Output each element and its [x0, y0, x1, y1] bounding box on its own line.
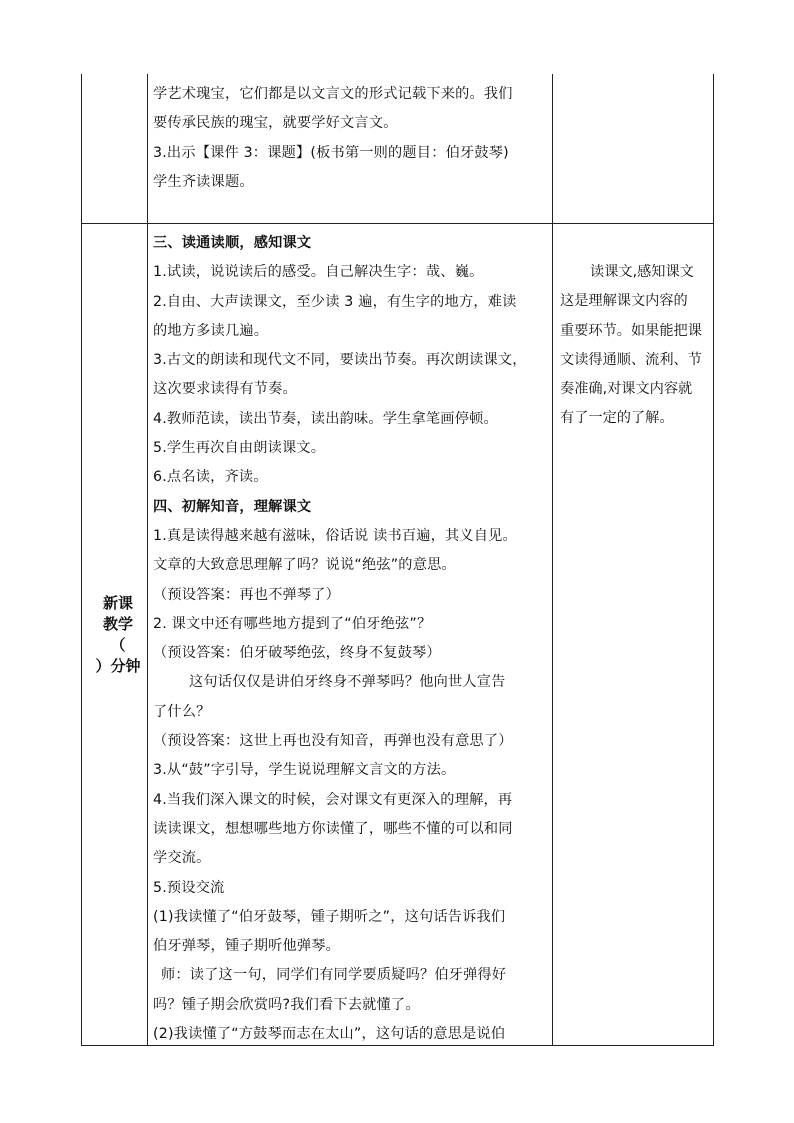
table-border-right	[713, 74, 714, 1046]
text-line: 读读课文，想想哪些地方你读懂了，哪些不懂的可以和同	[153, 820, 513, 837]
table-border-left	[81, 74, 82, 1046]
table-row-divider	[81, 223, 714, 224]
text-line: 3.古文的朗读和现代文不同，要读出节奏。再次朗读课文，	[153, 352, 527, 369]
text-line: 5.学生再次自由朗读课文。	[153, 440, 326, 457]
section-label-line: （	[110, 636, 126, 654]
design-note	[560, 258, 712, 434]
text-line: 学交流。	[153, 850, 211, 867]
note-line: 读课文,感知课文	[590, 264, 694, 280]
text-line: 文章的大致意思理解了吗？说说“绝弦”的意思。	[153, 557, 456, 574]
section-label-line: ）分钟	[95, 657, 141, 675]
text-line: 吗？锺子期会欣赏吗?我们看下去就懂了。	[153, 996, 420, 1013]
text-line: 要传承民族的瑰宝，就要学好文言文。	[153, 115, 398, 132]
text-line: 4.当我们深入课文的时候，会对课文有更深入的理解，再	[153, 791, 513, 808]
text-line: 伯牙弹琴，锺子期听他弹琴。	[153, 938, 341, 955]
text-line: 1.真是读得越来越有滋味，俗话说 读书百遍，其义自见。	[153, 527, 517, 544]
text-line: 这次要求读得有节奏。	[153, 381, 297, 398]
top-row-content	[153, 80, 553, 197]
section-label	[90, 593, 146, 677]
table-divider-label	[147, 74, 148, 1046]
note-line: 重要环节。如果能把课	[560, 322, 702, 339]
text-line: 学艺术瑰宝，它们都是以文言文的形式记载下来的。我们	[153, 86, 513, 102]
text-line: 4.教师范读，读出节奏，读出韵味。学生拿笔画停顿。	[153, 410, 498, 427]
text-line: （预设答案：再也不弹琴了）	[153, 586, 341, 603]
text-line: 的地方多读几遍。	[153, 322, 269, 339]
text-line: （预设答案：伯牙破琴绝弦，终身不复鼓琴）	[153, 645, 441, 662]
text-line: 学生齐读课题。	[153, 173, 254, 190]
note-line: 文读得通顺、流利、节	[560, 351, 702, 368]
text-line: 了什么？	[153, 703, 211, 720]
text-line: 2. 课文中还有哪些地方提到了“伯牙绝弦”？	[153, 615, 432, 632]
section-label-line: 教学	[102, 615, 133, 633]
text-line: 3.出示【课件 3：课题】(板书第一则的题目：伯牙鼓琴)	[153, 144, 509, 161]
note-line: 奏准确,对课文内容就	[560, 381, 693, 398]
section-heading: 三、读通读顺，感知课文	[153, 235, 312, 251]
note-line: 有了一定的了解。	[560, 410, 674, 427]
main-content	[153, 229, 553, 1049]
text-line: 6.点名读，齐读。	[153, 469, 268, 486]
text-line: 师：读了这一句，同学们有同学要质疑吗？伯牙弹得好	[161, 967, 507, 984]
text-line: 2.自由、大声读课文，至少读 3 遍，有生字的地方，难读	[153, 293, 517, 310]
text-line: 5.预设交流	[153, 879, 225, 896]
text-line: (1)我读懂了“伯牙鼓琴，锺子期听之”，这句话告诉我们	[153, 908, 506, 925]
text-line: 3.从“鼓”字引导，学生说说理解文言文的方法。	[153, 762, 456, 779]
text-line: (2)我读懂了“方鼓琴而志在太山”，这句话的意思是说伯	[153, 1026, 506, 1043]
section-label-line: 新课	[102, 594, 133, 612]
text-line: 1.试读，说说读后的感受。自己解决生字：哉、巍。	[153, 264, 484, 281]
text-line: 这句话仅仅是讲伯牙终身不弹琴吗？他向世人宣告	[189, 674, 506, 691]
section-heading: 四、初解知音，理解课文	[153, 498, 312, 515]
text-line: （预设答案：这世上再也没有知音，再弹也没有意思了）	[153, 733, 513, 750]
note-line: 这是理解课文内容的	[560, 293, 688, 310]
